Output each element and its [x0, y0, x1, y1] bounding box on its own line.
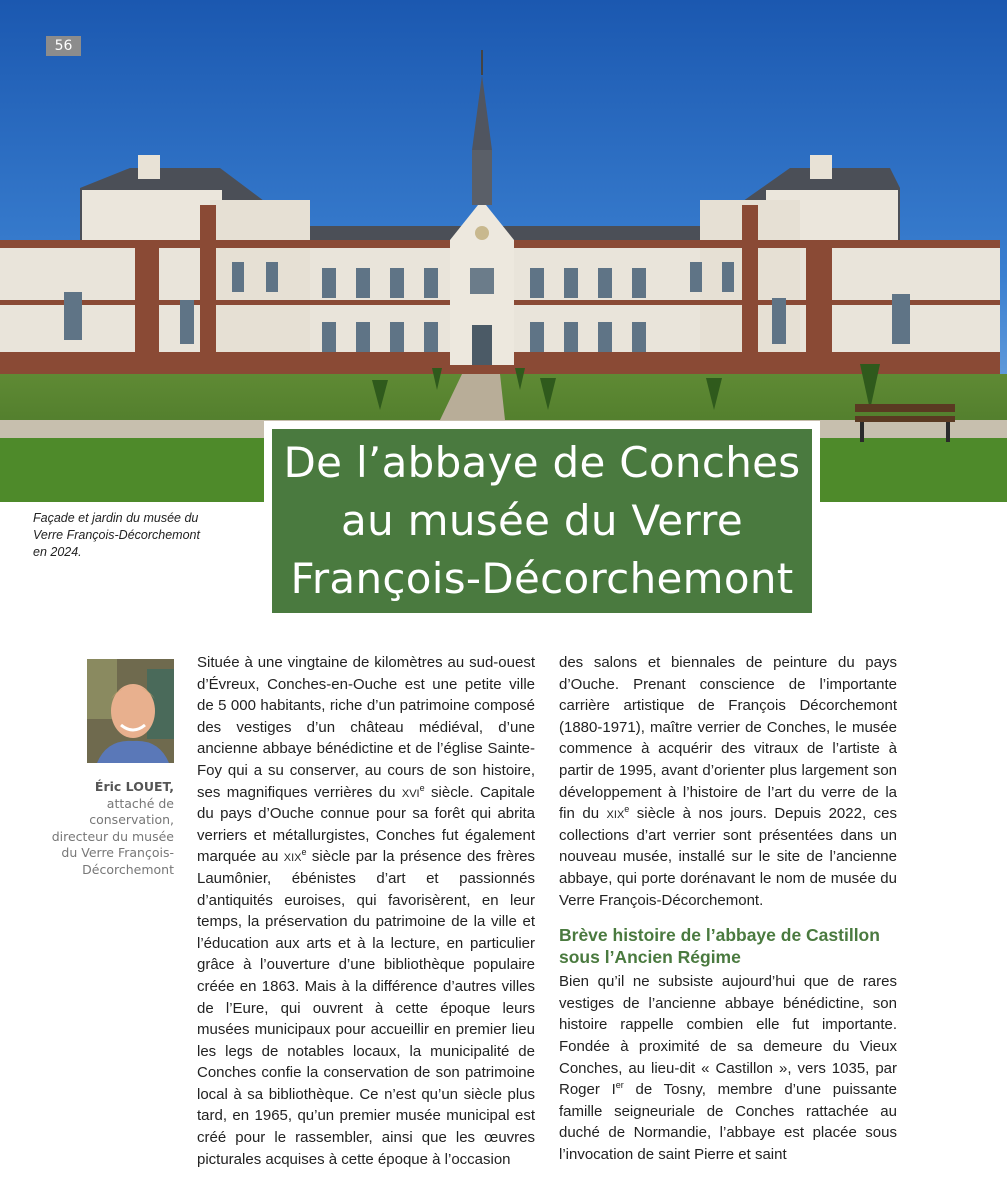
- text: de Tosny, membre d’une puissante famille seigneuriale de Conches rattachée au duché de Normandie, l’abbaye est placée sous l’invocation de saint Pierre et saint: [559, 1081, 897, 1163]
- roman-numeral: xix: [283, 848, 302, 866]
- author-role: attaché de conservation, directeur du musée du Verre François-Décorchemont: [51, 795, 174, 877]
- paragraph: [197, 652, 535, 1170]
- roman-numeral: xix: [606, 805, 625, 823]
- title-line-3: François-Décorchemont: [290, 554, 794, 603]
- article-column-left: [197, 652, 535, 1170]
- superscript: er: [615, 1080, 624, 1091]
- title-line-1: De l’abbaye de Conches: [283, 438, 801, 487]
- text: siècle par la présence des frères Laumônier, ébénistes d’art et passionnés d’antiquités euroises, qui favorisèrent, en leur temps, la préservation du patrimoine de la ville et l’éducation aux arts et à la lecture, en particulier grâce à l’ouverture d’une bibliothèque populaire créée en 1863. Mais à la différence d’autres villes de l’Eure, qui ouvrent à cette époque leurs musées municipaux pour accueillir en premier lieu les legs de notables locaux, la municipalité de Conches confie la conservation de son patrimoine local à sa bibliothèque. Ce n’est qu’un siècle plus tard, en 1965, qu’un premier musée municipal est créé pour le rassembler, ainsi que les œuvres picturales acquises à cette époque à l’occasion: [197, 848, 535, 1168]
- text: Bien qu’il ne subsiste aujourd’hui que de rares vestiges de l’ancienne abbaye bénédictine, son histoire rappelle combien elle fut importante. Fondée à proximité de sa demeure du Vieux Conches, au lieu-dit « Castillon », vers 1035, par Roger I: [559, 973, 897, 1099]
- text: siècle à nos jours. Depuis 2022, ces collections d’art verrier sont présentées dans un nouveau musée, installé sur le site de l’ancienne abbaye, qui porte dorénavant le nom de musée du Verre François-Décorchemont.: [559, 805, 897, 909]
- title-box: [264, 421, 820, 621]
- title-line-2: au musée du Verre: [341, 496, 743, 545]
- superscript: e: [301, 847, 307, 858]
- paragraph: [559, 971, 897, 1165]
- superscript: e: [419, 782, 425, 793]
- page-number: 56: [46, 36, 81, 56]
- author-portrait: [87, 659, 174, 763]
- title-panel: [272, 429, 812, 613]
- paragraph: [559, 652, 897, 911]
- text: des salons et biennales de peinture du pays d’Ouche. Prenant conscience de l’importante carrière artistique de François Décorchemont (1880-1971), maître verrier de Conches, le musée commence à acquérir des vitraux de l’artiste à partir de 1995, avant d’orienter plus largement son développement à l’histoire de l’art du verre de la fin du: [559, 654, 897, 823]
- superscript: e: [624, 804, 630, 815]
- section-heading: Brève histoire de l’abbaye de Castillon sous l’Ancien Régime: [559, 925, 880, 968]
- roman-numeral: xvi: [401, 783, 420, 801]
- author-name: Éric LOUET,: [94, 779, 174, 794]
- photo-caption: Façade et jardin du musée du Verre François-Décorchemont en 2024.: [33, 511, 200, 559]
- author-block: [40, 779, 174, 879]
- text: siècle. Capitale du pays d’Ouche connue pour sa forêt qui abrita verriers et métallurgistes, Conches fut également marquée au: [197, 783, 535, 866]
- text: Située à une vingtaine de kilomètres au sud-ouest d’Évreux, Conches-en-Ouche est une petite ville de 5 000 habitants, riche d’un patrimoine composé des vestiges d’un château médiéval, d’une ancienne abbaye bénédictine et de l’église Sainte-Foy qui a su conserver, au cours de son histoire, ses magnifiques verrières du: [197, 654, 535, 801]
- article-column-right: [559, 652, 897, 1165]
